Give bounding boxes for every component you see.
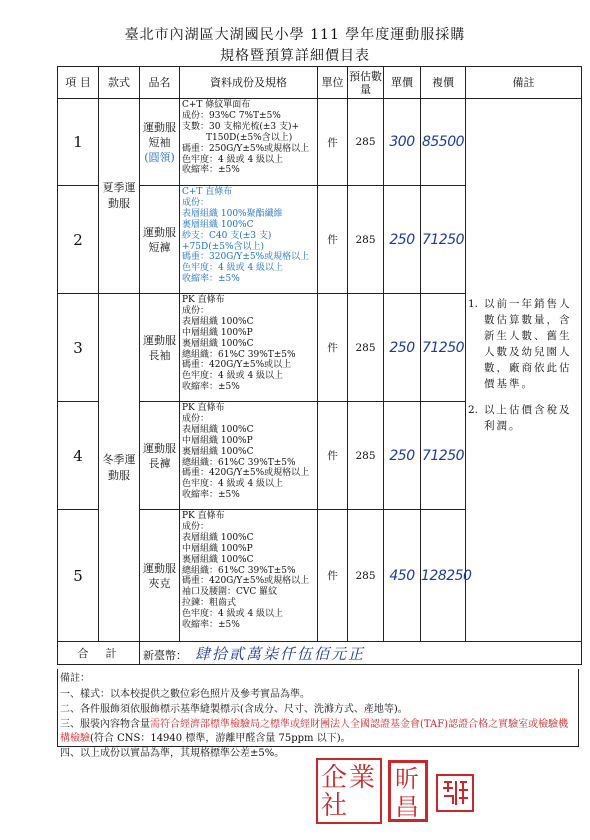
group-summer: 夏季運動服 xyxy=(99,99,140,294)
qty-cell: 285 xyxy=(348,510,384,642)
header-spec: 資料成份及規格 xyxy=(180,67,318,99)
spec-line: 拉鍊：粗齒式 xyxy=(182,598,237,609)
unit-cell: 件 xyxy=(318,294,348,402)
unit-price-handwritten: 250 xyxy=(384,294,421,402)
unit-cell: 件 xyxy=(318,510,348,642)
total-amount-cell xyxy=(140,642,582,665)
seal-text: 昕昌 xyxy=(395,765,419,821)
note-line-3 xyxy=(60,718,578,746)
spec-cell xyxy=(180,510,318,642)
header-name: 品名 xyxy=(140,67,180,99)
price-table xyxy=(57,66,582,665)
unit-cell: 件 xyxy=(318,402,348,510)
spec-line: PK 直條布 xyxy=(182,511,225,521)
unit-price-handwritten: 250 xyxy=(384,402,421,510)
table-row xyxy=(58,99,582,186)
header-qty: 預估數量 xyxy=(348,67,384,99)
remark-text: 以前一年銷售人數估算數量，含新生人數、舊生人數及幼兒園人數，廠商依此估價基準。 xyxy=(484,298,572,390)
spec-line: 裏層組織 100%C xyxy=(182,446,254,457)
qty-cell: 285 xyxy=(348,294,384,402)
item-name: 運動服長袖 xyxy=(140,294,180,402)
row-number: 1 xyxy=(58,99,99,186)
notes-title: 備註： xyxy=(60,673,90,684)
company-seal-square xyxy=(316,758,382,824)
spec-line: PK 直條布 xyxy=(182,295,225,305)
total-price-handwritten: 71250 xyxy=(421,186,466,294)
remark-number: 2. xyxy=(468,404,479,416)
spec-line: C+T 條紋單面布 xyxy=(182,100,251,110)
spec-cell xyxy=(180,402,318,510)
header-remark: 備註 xyxy=(466,67,582,99)
spec-line: 成份：93%C 7%T±5% xyxy=(182,110,281,121)
seal-glyphs-icon xyxy=(438,776,472,810)
row-number: 3 xyxy=(58,294,99,402)
unit-price-handwritten: 250 xyxy=(384,186,421,294)
group-winter: 冬季運動服 xyxy=(99,294,140,642)
total-amount-handwritten: 肆拾貳萬柒仟伍佰元正 xyxy=(195,644,366,663)
spec-line: 中層組織 100%P xyxy=(182,327,253,338)
remark-item xyxy=(468,402,577,434)
spec-line: +75D(±5%含以上) xyxy=(182,241,265,252)
spec-line: 碼重：320G/Y±5%或規格以上 xyxy=(182,252,310,263)
remarks-cell xyxy=(466,99,582,642)
spec-line: 表層組織 100%聚酯纖維 xyxy=(182,208,283,219)
spec-line: 支數：30 支棉光梳(±3 支)+ xyxy=(182,121,300,132)
spec-cell xyxy=(180,294,318,402)
row-number: 4 xyxy=(58,402,99,510)
row-number: 2 xyxy=(58,186,99,294)
spec-line: 中層組織 100%P xyxy=(182,435,253,446)
item-name: 運動服長褲 xyxy=(140,402,180,510)
spec-line: 色牢度：4 級或 4 級以上 xyxy=(182,371,284,382)
spec-line: 裏層組織 100%C xyxy=(182,338,254,349)
unit-cell: 件 xyxy=(318,99,348,186)
spec-line: 色牢度：4 級或 4 級以上 xyxy=(182,154,284,165)
spec-line: 碼重：420G/Y±5%或規格以上 xyxy=(182,468,310,479)
spec-line: 成份： xyxy=(182,197,210,208)
total-price-handwritten: 128250 xyxy=(421,510,466,642)
spec-line: PK 直條布 xyxy=(182,403,225,413)
spec-line: 紗支：C40 支(±3 支) xyxy=(182,230,272,241)
spec-cell xyxy=(180,186,318,294)
seal-text: 企業社 xyxy=(321,763,378,821)
remark-text: 以上估價含稅及利潤。 xyxy=(484,404,572,432)
note-line: 一、樣式：以本校提供之數位彩色照片及參考實品為準。 xyxy=(60,688,310,700)
spec-line: C+T 直條布 xyxy=(182,187,233,197)
qty-cell: 285 xyxy=(348,402,384,510)
spec-line: 碼重：420G/Y±5%或以上 xyxy=(182,360,292,371)
item-name-sub: (圓領) xyxy=(144,150,175,164)
document-title: 臺北市內湖區大湖國民小學 111 學年度運動服採購 xyxy=(124,27,466,43)
spec-line: 裏層組織 100%C xyxy=(182,219,254,230)
company-seal-rect xyxy=(388,760,428,822)
header-style: 款式 xyxy=(99,67,140,99)
unit-cell: 件 xyxy=(318,186,348,294)
spec-line: T150D(±5%含以上) xyxy=(206,132,293,143)
total-price-handwritten: 71250 xyxy=(421,402,466,510)
spec-line: 成份： xyxy=(182,521,210,532)
spec-cell xyxy=(180,99,318,186)
total-label: 合 計 xyxy=(58,642,140,665)
total-price-handwritten: 71250 xyxy=(421,294,466,402)
item-name-text: 運動服短袖 xyxy=(143,120,176,149)
spec-line: 碼重：250G/Y±5%或規格以上 xyxy=(182,143,310,154)
spec-line: 收縮率：±5% xyxy=(182,620,240,631)
spec-line: 袖口及腰圍：CVC 羅紋 xyxy=(182,587,278,598)
unit-price-handwritten: 300 xyxy=(384,99,421,186)
personal-seal xyxy=(436,774,474,812)
spec-line: 中層組織 100%P xyxy=(182,543,253,554)
item-name: 運動服短褲 xyxy=(140,186,180,294)
note3-red-text: 需符合經濟部標準檢驗局之標準或經財團法人全國認證基金會(TAF)認證合格之實驗室或檢驗機構檢驗 xyxy=(60,718,569,744)
spec-line: 總組織：61%C 39%T±5% xyxy=(182,565,296,576)
note-line: 二、各件服飾須依服飾標示基準縫製標示(含成分、尺寸、洗滌方式、產地等)。 xyxy=(60,704,408,715)
spec-line: 色牢度：4 級或 4 級以上 xyxy=(182,263,284,274)
spec-line: 收縮率：±5% xyxy=(182,274,240,285)
note3-prefix: 三、服裝內容物含量 xyxy=(60,718,150,730)
document-subtitle: 規格暨預算詳細價目表 xyxy=(220,48,370,64)
total-price-handwritten: 85500 xyxy=(421,99,466,186)
spec-line: 表層組織 100%C xyxy=(182,424,254,435)
row-number: 5 xyxy=(58,510,99,642)
spec-line: 總組織：61%C 39%T±5% xyxy=(182,349,296,360)
spec-line: 表層組織 100%C xyxy=(182,532,254,543)
header-row xyxy=(58,67,582,99)
total-row xyxy=(58,642,582,665)
note3-suffix: (符合 CNS：14940 標準，游離甲醛含量 75ppm 以下)。 xyxy=(90,732,351,744)
total-currency-prefix: 新臺幣： xyxy=(143,648,187,662)
remark-item xyxy=(468,296,577,392)
qty-cell: 285 xyxy=(348,99,384,186)
remark-number: 1. xyxy=(468,298,479,310)
spec-line: 收縮率：±5% xyxy=(182,382,240,393)
unit-price-handwritten: 450 xyxy=(384,510,421,642)
header-price: 單價 xyxy=(384,67,421,99)
header-total: 複價 xyxy=(421,67,466,99)
qty-cell: 285 xyxy=(348,186,384,294)
spec-line: 收縮率：±5% xyxy=(182,490,240,501)
header-unit: 單位 xyxy=(318,67,348,99)
note-line: 四、以上成份以實品為準，其規格標準公差±5%。 xyxy=(60,747,285,759)
item-name: 運動服夾克 xyxy=(140,510,180,642)
spec-line: 色牢度：4 級或 4 級以上 xyxy=(182,609,284,620)
spec-line: 表層組織 100%C xyxy=(182,316,254,327)
spec-line: 收縮率：±5% xyxy=(182,165,240,176)
item-name xyxy=(140,99,180,186)
spec-line: 成份： xyxy=(182,413,210,424)
spec-line: 成份： xyxy=(182,305,210,316)
notes-box xyxy=(57,669,579,759)
spec-line: 色牢度：4 級或 4 級以上 xyxy=(182,479,284,490)
spec-line: 總組織：61%C 39%T±5% xyxy=(182,457,296,468)
spec-line: 裏層組織 100%C xyxy=(182,554,254,565)
spec-line: 碼重：420G/Y±5%或規格以上 xyxy=(182,576,310,587)
header-item: 項 目 xyxy=(58,67,99,99)
